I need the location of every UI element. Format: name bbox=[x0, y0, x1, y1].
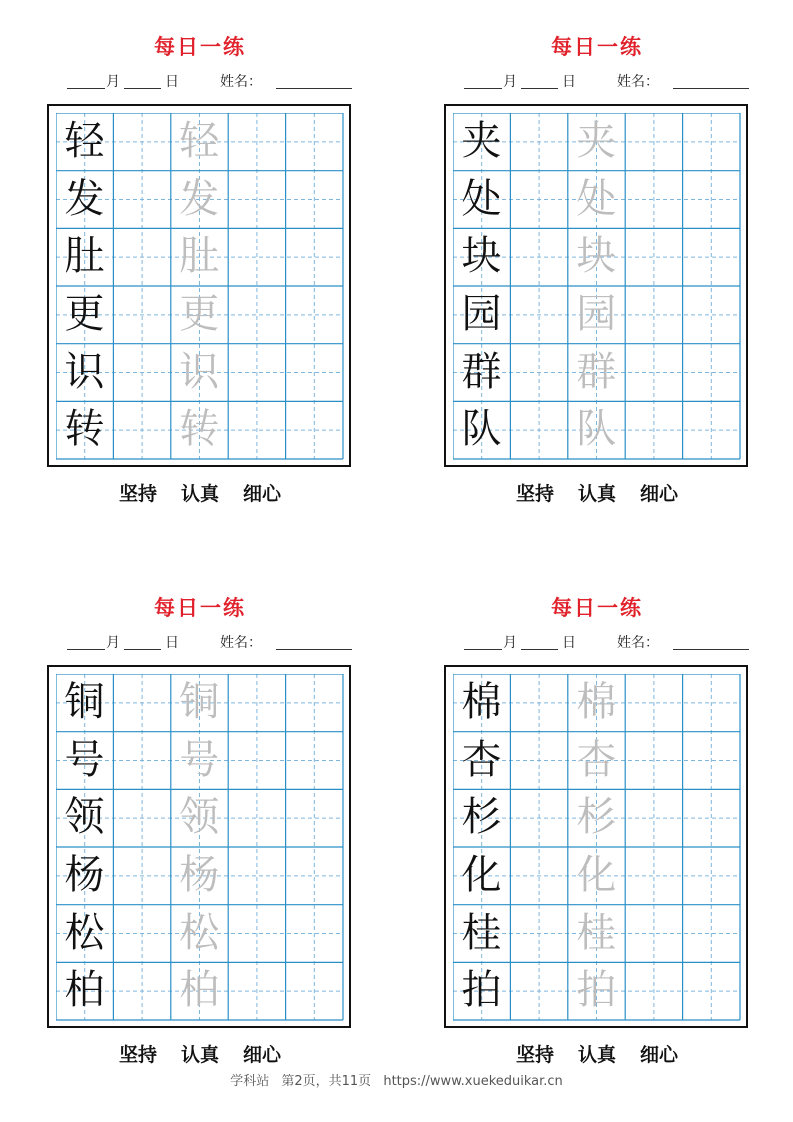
trace-character[interactable]: 杉 bbox=[576, 794, 617, 841]
sheet-title: 每日一练 bbox=[154, 34, 246, 59]
model-character: 发 bbox=[64, 175, 105, 222]
trace-character[interactable]: 松 bbox=[179, 909, 220, 956]
sheet-title: 每日一练 bbox=[551, 595, 643, 620]
motto-word: 坚持 bbox=[118, 483, 157, 505]
day-blank[interactable] bbox=[124, 72, 161, 89]
motto bbox=[47, 480, 353, 508]
month-label: 月 bbox=[106, 74, 120, 90]
model-character: 杏 bbox=[461, 736, 502, 783]
motto-word: 坚持 bbox=[118, 1044, 157, 1066]
model-character: 识 bbox=[64, 348, 105, 395]
trace-character[interactable]: 拍 bbox=[576, 967, 617, 1014]
trace-character[interactable]: 铜 bbox=[179, 679, 220, 725]
model-character: 棉 bbox=[461, 679, 502, 725]
name-blank[interactable] bbox=[276, 72, 352, 89]
day-label: 日 bbox=[165, 74, 179, 90]
trace-character[interactable]: 发 bbox=[179, 175, 220, 222]
model-character: 柏 bbox=[64, 967, 105, 1014]
name-blank[interactable] bbox=[276, 633, 352, 650]
model-character: 化 bbox=[461, 852, 502, 898]
footer-url: https://www.xuekeduikar.cn bbox=[383, 1074, 563, 1089]
date-name-line bbox=[67, 72, 357, 92]
motto-word: 认真 bbox=[180, 1044, 219, 1066]
name-blank[interactable] bbox=[673, 72, 749, 89]
model-character: 园 bbox=[461, 291, 502, 337]
model-character: 夹 bbox=[461, 118, 502, 164]
model-character: 领 bbox=[64, 794, 105, 841]
model-character: 更 bbox=[64, 291, 105, 337]
day-label: 日 bbox=[562, 74, 576, 90]
model-character: 桂 bbox=[461, 909, 502, 956]
model-character: 队 bbox=[461, 406, 502, 453]
trace-character[interactable]: 桂 bbox=[576, 909, 617, 956]
month-blank[interactable] bbox=[67, 72, 105, 89]
trace-character[interactable]: 园 bbox=[576, 291, 617, 337]
motto-word: 认真 bbox=[577, 1044, 616, 1066]
day-label: 日 bbox=[165, 635, 179, 651]
model-character: 拍 bbox=[461, 967, 502, 1014]
practice-sheet bbox=[47, 0, 357, 505]
date-name-line bbox=[67, 633, 357, 653]
month-blank[interactable] bbox=[464, 633, 502, 650]
model-character: 号 bbox=[64, 736, 105, 783]
month-blank[interactable] bbox=[464, 72, 502, 89]
model-character: 铜 bbox=[64, 679, 105, 725]
motto-word: 细心 bbox=[640, 1044, 679, 1066]
month-label: 月 bbox=[503, 635, 517, 651]
trace-character[interactable]: 队 bbox=[576, 406, 617, 453]
trace-character[interactable]: 化 bbox=[576, 852, 617, 898]
name-label: 姓名： bbox=[617, 635, 659, 651]
practice-sheet bbox=[444, 0, 754, 505]
page-footer bbox=[0, 1070, 793, 1089]
trace-character[interactable]: 更 bbox=[179, 291, 220, 337]
trace-character[interactable]: 肚 bbox=[179, 233, 220, 280]
model-character: 转 bbox=[64, 406, 105, 453]
trace-character[interactable]: 识 bbox=[179, 348, 220, 395]
motto-word: 认真 bbox=[180, 483, 219, 505]
motto-word: 细心 bbox=[243, 1044, 282, 1066]
trace-character[interactable]: 轻 bbox=[179, 118, 220, 164]
tianzige-grid bbox=[47, 665, 351, 1028]
trace-character[interactable]: 棉 bbox=[576, 679, 617, 725]
name-blank[interactable] bbox=[673, 633, 749, 650]
sheet-title: 每日一练 bbox=[551, 34, 643, 59]
model-character: 杨 bbox=[64, 852, 105, 898]
model-character: 块 bbox=[461, 233, 502, 280]
motto bbox=[47, 1041, 353, 1069]
motto bbox=[444, 480, 750, 508]
motto-word: 坚持 bbox=[515, 483, 554, 505]
trace-character[interactable]: 处 bbox=[576, 175, 617, 222]
model-character: 轻 bbox=[64, 118, 105, 164]
model-character: 杉 bbox=[461, 794, 502, 841]
name-label: 姓名： bbox=[220, 635, 262, 651]
name-label: 姓名： bbox=[617, 74, 659, 90]
date-name-line bbox=[464, 72, 754, 92]
trace-character[interactable]: 柏 bbox=[179, 967, 220, 1014]
model-character: 群 bbox=[461, 348, 502, 395]
footer-page-info: 第2页，共11页 bbox=[281, 1074, 372, 1089]
month-label: 月 bbox=[106, 635, 120, 651]
trace-character[interactable]: 杏 bbox=[576, 736, 617, 783]
trace-character[interactable]: 号 bbox=[179, 736, 220, 783]
date-name-line bbox=[464, 633, 754, 653]
model-character: 肚 bbox=[64, 233, 105, 280]
motto bbox=[444, 1041, 750, 1069]
trace-character[interactable]: 转 bbox=[179, 406, 220, 453]
trace-character[interactable]: 领 bbox=[179, 794, 220, 841]
tianzige-grid bbox=[444, 665, 748, 1028]
footer-site: 学科站 bbox=[230, 1074, 270, 1089]
trace-character[interactable]: 群 bbox=[576, 348, 617, 395]
motto-word: 细心 bbox=[640, 483, 679, 505]
practice-sheet bbox=[444, 561, 754, 1066]
model-character: 松 bbox=[64, 909, 105, 956]
tianzige-grid bbox=[47, 104, 351, 467]
name-label: 姓名： bbox=[220, 74, 262, 90]
trace-character[interactable]: 夹 bbox=[576, 118, 617, 164]
motto-word: 认真 bbox=[577, 483, 616, 505]
sheet-title: 每日一练 bbox=[154, 595, 246, 620]
day-label: 日 bbox=[562, 635, 576, 651]
day-blank[interactable] bbox=[124, 633, 161, 650]
trace-character[interactable]: 块 bbox=[576, 233, 617, 280]
day-blank[interactable] bbox=[521, 72, 558, 89]
practice-sheet bbox=[47, 561, 357, 1066]
month-label: 月 bbox=[503, 74, 517, 90]
tianzige-grid bbox=[444, 104, 748, 467]
day-blank[interactable] bbox=[521, 633, 558, 650]
motto-word: 坚持 bbox=[515, 1044, 554, 1066]
model-character: 处 bbox=[461, 175, 502, 222]
motto-word: 细心 bbox=[243, 483, 282, 505]
month-blank[interactable] bbox=[67, 633, 105, 650]
trace-character[interactable]: 杨 bbox=[179, 852, 220, 898]
